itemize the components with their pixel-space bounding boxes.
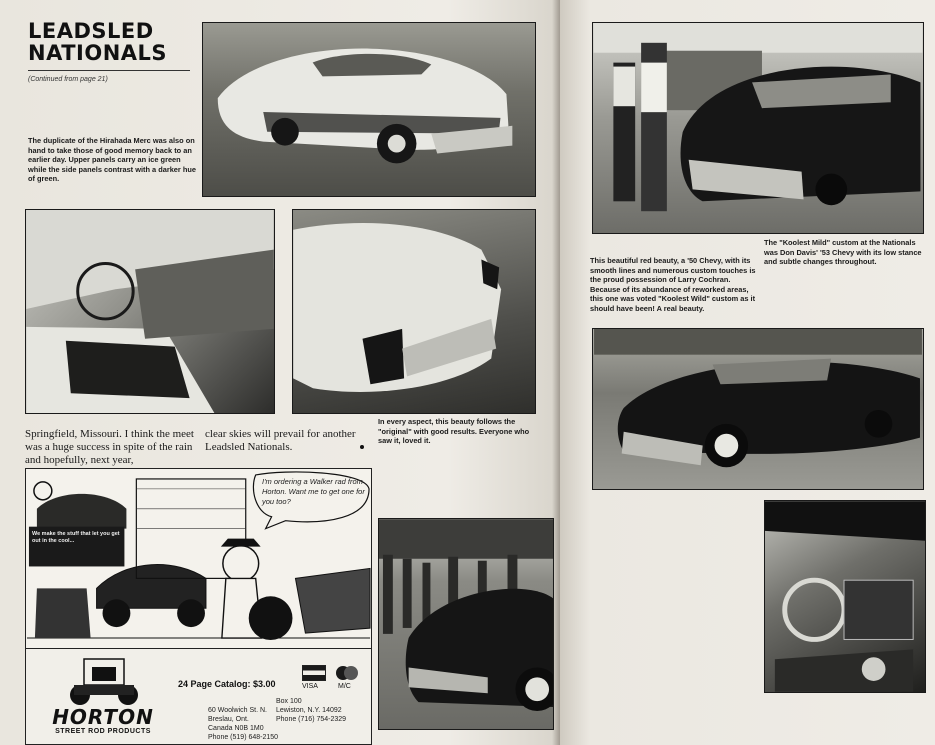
horton-logo xyxy=(40,655,166,743)
title-line-2: NATIONALS xyxy=(28,41,168,65)
address-line: 60 Woolwich St. N. xyxy=(208,707,268,714)
body-text-col1: Springfield, Missouri. I think the meet was a huge success in spite of the rain and hopefully, next year, xyxy=(25,428,194,466)
caption-rear: In every aspect, this beauty follows the "original" with good results. Everyone who saw it, loved it. xyxy=(378,417,530,446)
rear-illustration xyxy=(293,210,535,413)
address-line: Breslau, Ont. xyxy=(208,716,249,723)
photo-53-chevy xyxy=(592,22,924,234)
caption-merc: The duplicate of the Hirahada Merc was also on hand to take those of good memory back to an earlier day. Upper panels carry an ice green while the side panels contrast with a darker hue of green. xyxy=(28,136,196,184)
photo-engine xyxy=(764,500,926,693)
right-magazine-page xyxy=(560,0,935,745)
horton-wordmark: HORTON xyxy=(52,705,154,729)
mc-label: M/C xyxy=(338,683,351,690)
continued-note: (Continued from page 21) xyxy=(28,76,108,83)
photo-merc-side xyxy=(202,22,536,197)
address-line: Canada N0B 1M0 xyxy=(208,725,264,732)
title-rule xyxy=(28,70,190,71)
address-line: Phone (716) 754-2329 xyxy=(276,716,347,723)
photo-merc-rear xyxy=(292,209,536,414)
horton-subtitle: STREET ROD PRODUCTS xyxy=(55,728,151,735)
address-line: Phone (519) 648-2150 xyxy=(208,734,279,741)
address-canada xyxy=(208,706,278,742)
cartoon-speech-bubble: I'm ordering a Walker rad from Horton. Want me to get one for you too? xyxy=(262,477,365,506)
caption-koolest-mild: The "Koolest Mild" custom at the Nationals was Don Davis' '53 Chevy with its low stance and subtle changes throughout. xyxy=(764,238,922,267)
address-line: Lewiston, N.Y. 14092 xyxy=(276,707,342,714)
chevy-53-illustration xyxy=(593,23,923,233)
visa-label: VISA xyxy=(302,683,318,690)
merc-illustration xyxy=(203,23,535,196)
crowd-illustration xyxy=(379,519,553,729)
engine-illustration xyxy=(765,501,925,692)
photo-crowd-merc xyxy=(378,518,554,730)
interior-illustration xyxy=(26,210,274,413)
address-usa xyxy=(276,697,346,724)
visa-card-icon xyxy=(302,665,326,681)
mastercard-icon xyxy=(334,665,360,681)
ad-cartoon xyxy=(26,469,371,649)
body-text-col2: clear skies will prevail for another Leadsled Nationals. xyxy=(205,428,356,453)
caption-red-chevy: This beautiful red beauty, a '50 Chevy, with its smooth lines and numerous custom touches is the proud possession of Larry Cochran. Because of its abundance of reworked areas, this one was voted "Koolest Wild" custom as it should have been! A real beauty. xyxy=(590,256,756,313)
chevy-50-illustration xyxy=(593,329,923,489)
end-bullet xyxy=(360,445,364,449)
catalog-price: 24 Page Catalog: $3.00 xyxy=(178,679,276,689)
title-line-1: LEADSLED xyxy=(28,19,154,43)
cartoon-sign-text: We make the stuff that let you get out in the cool... xyxy=(32,531,120,544)
photo-interior xyxy=(25,209,275,414)
address-line: Box 100 xyxy=(276,698,302,705)
article-title xyxy=(28,20,167,64)
photo-50-chevy xyxy=(592,328,924,490)
horton-advertisement xyxy=(25,468,372,745)
